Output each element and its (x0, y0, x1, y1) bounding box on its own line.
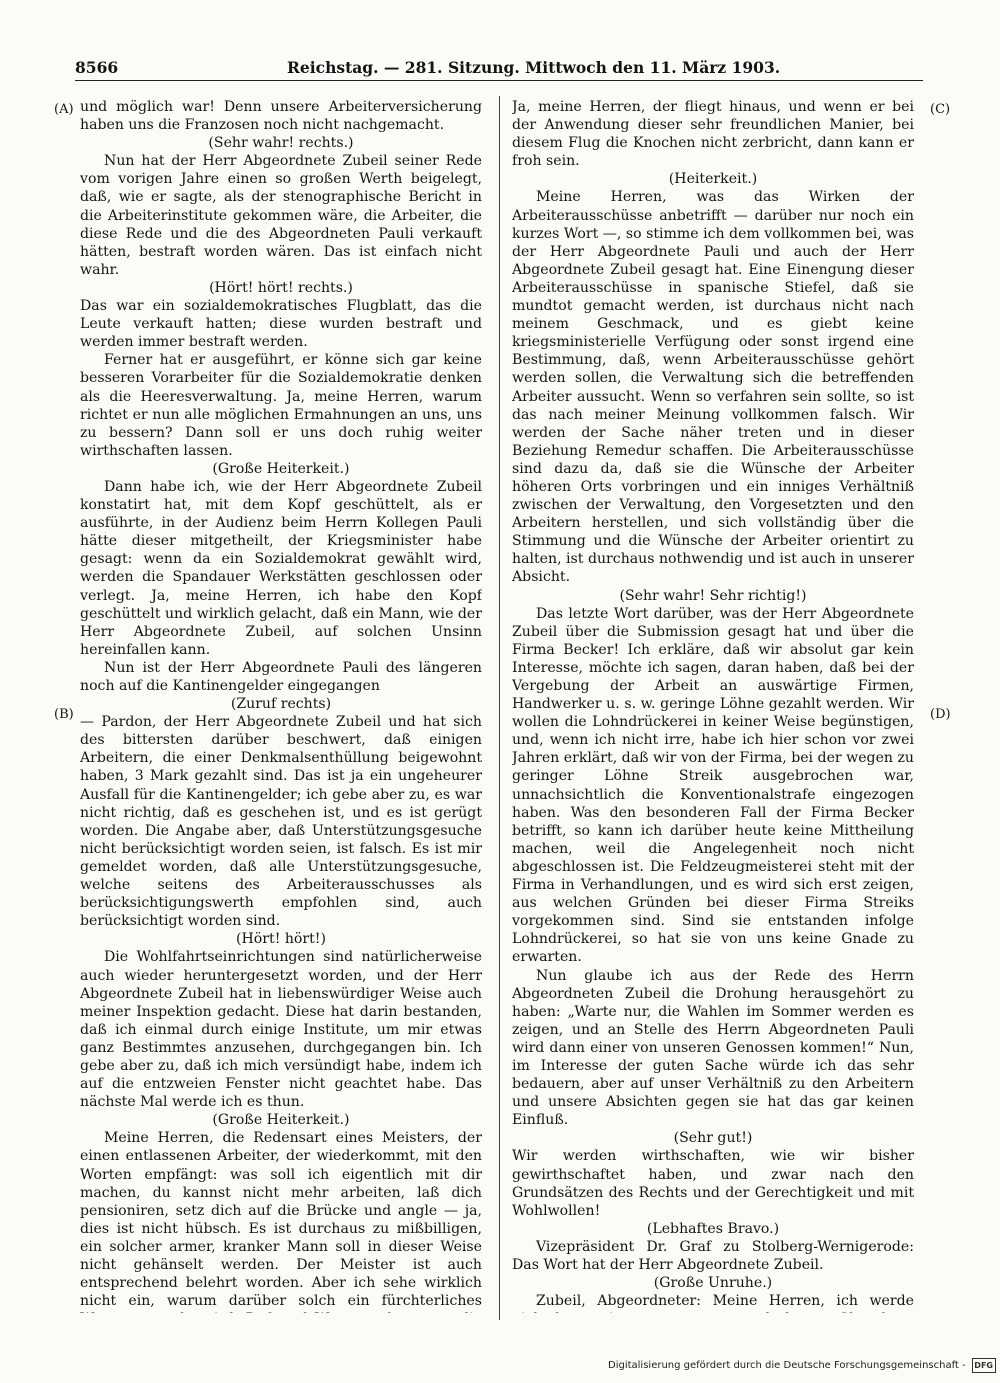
interjection: (Heiterkeit.) (668, 171, 758, 188)
paragraph: Meine Herren, was das Wirken der Arbeiterausschüsse anbetrifft — darüber nur noch ein kurzes Wort —, so stimme ich dem vollkommen bei, was der Herr Abgeordnete Pauli und auch der Herr Abgeordnete Zubeil gesagt hat. Eine Einengung dieser Arbeiterausschüsse in spanische Stiefel, daß sie mundtot gemacht werden, ist durchaus nicht nach meinem Geschmack, und es giebt keine kriegsministerielle Verfügung oder sonst irgend eine Bestimmung, daß, wenn Arbeiterausschüsse gehört werden sollen, die Verwaltung sich die betreffenden Arbeiter aussucht. Wenn so verfahren sein sollte, so ist das nach meiner Meinung vollkommen falsch. Wir werden der Sache näher treten und in dieser Beziehung Remedur schaffen. Die Arbeiterausschüsse sind dazu da, daß sie die Wünsche der Arbeiter höheren Orts vorbringen und ein inniges Verhältniß zwischen der Verwaltung, den Vorgesetzten und den Arbeitern herstellen, und sich vollständig über die Stimmung und die Wünsche der Arbeiter orientirt zu halten, ist durchaus nothwendig und ist auch in unserer Absicht. (512, 189, 914, 586)
right-column (512, 98, 914, 1313)
interjection: (Hört! hört! rechts.) (209, 279, 353, 296)
interjection: (Sehr wahr! rechts.) (208, 135, 354, 152)
paragraph: Ja, meine Herren, der fliegt hinaus, und wenn er bei der Anwendung dieser sehr freundlichen Manier, bei diesem Flug die Knochen nicht zerbricht, dann kann er froh sein. (512, 99, 914, 170)
margin-marker-c: (C) (930, 102, 951, 117)
interjection: (Sehr wahr! Sehr richtig!) (619, 587, 807, 604)
margin-marker-a: (A) (54, 102, 74, 117)
paragraph: Die Wohlfahrtseinrichtungen sind natürlicherweise auch wieder heruntergesetzt worden, und der Herr Abgeordnete Zubeil hat in liebenswürdiger Weise auch meiner Inspektion gedacht. Diese hat darin bestanden, daß ich einmal durch einige Institute, um mir etwas ganz Bestimmtes anzusehen, durchgegangen bin. Ich gebe aber zu, daß ich mich versündigt habe, indem ich auf die entzweien Fenster nicht geachtet habe. Das nächste Mal werde ich es thun. (80, 949, 482, 1111)
paragraph: Wir werden wirthschaften, wie wir bisher gewirthschaftet haben, und zwar nach den Grundsätzen des Rechts und der Gerechtigkeit und mit Wohlwollen! (512, 1148, 914, 1219)
paragraph: — Pardon, der Herr Abgeordnete Zubeil und hat sich des bittersten darüber beschwert, daß einigen Arbeitern, die einer Denkmalsenthüllung beigewohnt haben, 3 Mark gezahlt sind. Das ist ja ein ungeheurer Ausfall für die Kantinengelder; ich gebe aber zu, es war nicht richtig, daß es geschehen ist, und es ist gerügt worden. Die Angabe aber, daß Unterstützungsgesuche nicht berücksichtigt worden seien, ist falsch. Es ist mir gemeldet worden, daß alle Unterstützungsgesuche, welche seitens des Arbeiterausschusses als berücksichtigungswerth empfohlen sind, auch berücksichtigt worden sind. (80, 714, 482, 930)
footer-text: Digitalisierung gefördert durch die Deutsche Forschungsgemeinschaft - (608, 1359, 966, 1371)
speaker-paragraph: Zubeil, Abgeordneter: Meine Herren, ich werde (536, 1293, 914, 1310)
interjection: (Zuruf rechts) (230, 696, 332, 713)
interjection: (Sehr gut!) (673, 1130, 753, 1147)
page-number: 8566 (75, 58, 119, 77)
column-divider (499, 96, 500, 1320)
left-column (80, 98, 482, 1313)
interjection: (Hört! hört!) (236, 931, 326, 948)
interjection: (Große Unruhe.) (653, 1275, 773, 1292)
paragraph: Nun ist der Herr Abgeordnete Pauli des längeren noch auf die Kantinengelder eingegangen (80, 659, 482, 694)
interjection: (Lebhaftes Bravo.) (646, 1220, 780, 1237)
margin-marker-d: (D) (930, 707, 951, 722)
margin-marker-b: (B) (54, 707, 74, 722)
speaker-paragraph: Vizepräsident Dr. Graf zu Stolberg-Wernigerode: Das Wort hat der Herr Abgeordnete Zubeil. (512, 1238, 914, 1273)
paragraph: Das letzte Wort darüber, was der Herr Abgeordnete Zubeil über die Submission gesagt hat und über die Firma Becker! Ich erkläre, daß wir absolut gar kein Interesse, möchte ich sagen, daran haben, daß bei der Vergebung der Arbeit an auswärtige Firmen, Handwerker u. s. w. geringe Löhne gezahlt werden. Wir wollen die Lohndrückerei in keiner Weise begünstigen, und, wenn ich nicht irre, habe ich hier schon vor zwei Jahren erklärt, daß wir von der Firma, bei der wegen zu geringer Löhne Streik ausgebrochen war, unnachsichtlich die Konventionalstrafe eingezogen haben. Was den besonderen Fall der Firma Becker betrifft, so kann ich darüber heute keine Mittheilung machen, weil die Angelegenheit noch nicht abgeschlossen ist. Die Feldzeugmeisterei steht mit der Firma in Verhandlungen, und es wird sich erst zeigen, aus welchen Gründen bei dieser Firma Streiks vorgekommen sind. Sind sie entstanden infolge Lohndrückerei, so hat sie von uns keine Gnade zu erwarten. (512, 605, 914, 966)
header-rule (75, 80, 923, 81)
dfg-logo-icon: DFG (972, 1358, 996, 1373)
paragraph: und möglich war! Denn unsere Arbeiterversicherung haben uns die Franzosen noch nicht nachgemacht. (80, 99, 482, 134)
paragraph: Nun glaube ich aus der Rede des Herrn Abgeordneten Zubeil die Drohung herausgehört zu haben: „Warte nur, die Wahlen im Sommer werden es zeigen, und an Stelle des Herrn Abgeordneten Pauli wird dann einer von unseren Genossen kommen!“ Nun, im Interesse der guten Sache würde ich das sehr bedauern, aber auf unser Verhältniß zu den Arbeitern und unsere Absichten gegen sie hat das gar keinen Einfluß. (512, 967, 914, 1129)
interjection: (Große Heiterkeit.) (212, 1112, 350, 1129)
paragraph: Das war ein sozialdemokratisches Flugblatt, das die Leute verkauft hatten; diese wurden bestraft und werden immer bestraft werden. (80, 298, 482, 351)
interjection: (Große Heiterkeit.) (212, 460, 350, 477)
digitization-footer (608, 1355, 996, 1375)
paragraph: Dann habe ich, wie der Herr Abgeordnete Zubeil konstatirt hat, mit dem Kopf geschüttelt, als er ausführte, in der Audienz beim Herrn Kollegen Pauli hätte dieser mitgetheilt, der Kriegsminister habe gesagt: wenn da ein Sozialdemokrat gewählt wird, werden die Spandauer Werkstätten geschlossen oder verlegt. Ja, meine Herren, ich habe den Kopf geschüttelt und wirklich gelacht, daß ein Mann, wie der Herr Abgeordnete Zubeil, auf solchen Unsinn hereinfallen kann. (80, 478, 482, 658)
paragraph: Ferner hat er ausgeführt, er könne sich gar keine besseren Vorarbeiter für die Sozialdemokratie denken als die Heeresverwaltung. Ja, meine Herren, warum richtet er nun alle möglichen Ermahnungen an uns, uns zu bessern? Dann soll er uns doch ruhig weiter wirthschaften lassen. (80, 352, 482, 459)
page-header (75, 54, 923, 80)
paragraph: Nun hat der Herr Abgeordnete Zubeil seiner Rede vom vorigen Jahre einen so großen Werth beigelegt, daß, wie er sagte, als der stenographische Bericht in die Arbeiterinstitute gekommen wäre, die Arbeiter, die diese Rede und die des Abgeordneten Pauli verkauft hätten, bestraft worden wären. Das ist einfach nicht wahr. (80, 153, 482, 278)
running-head: Reichstag. — 281. Sitzung. Mittwoch den 11. März 1903. (287, 58, 781, 77)
paragraph: Meine Herren, die Redensart eines Meisters, der einen entlassenen Arbeiter, der wiederkommt, mit den Worten empfängt: was soll ich eigentlich mit dir machen, du kannst nicht mehr arbeiten, laß dich pensioniren, setz dich auf die Brücke und angle — ja, dies ist nicht hübsch. Es ist durchaus zu mißbilligen, ein solcher armer, kranker Mann soll in dieser Weise nicht gehänselt werden. Der Meister ist auch entsprechend belehrt worden. Aber ich sehe wirklich nicht ein, warum darüber solch ein fürchterliches (80, 1130, 482, 1310)
